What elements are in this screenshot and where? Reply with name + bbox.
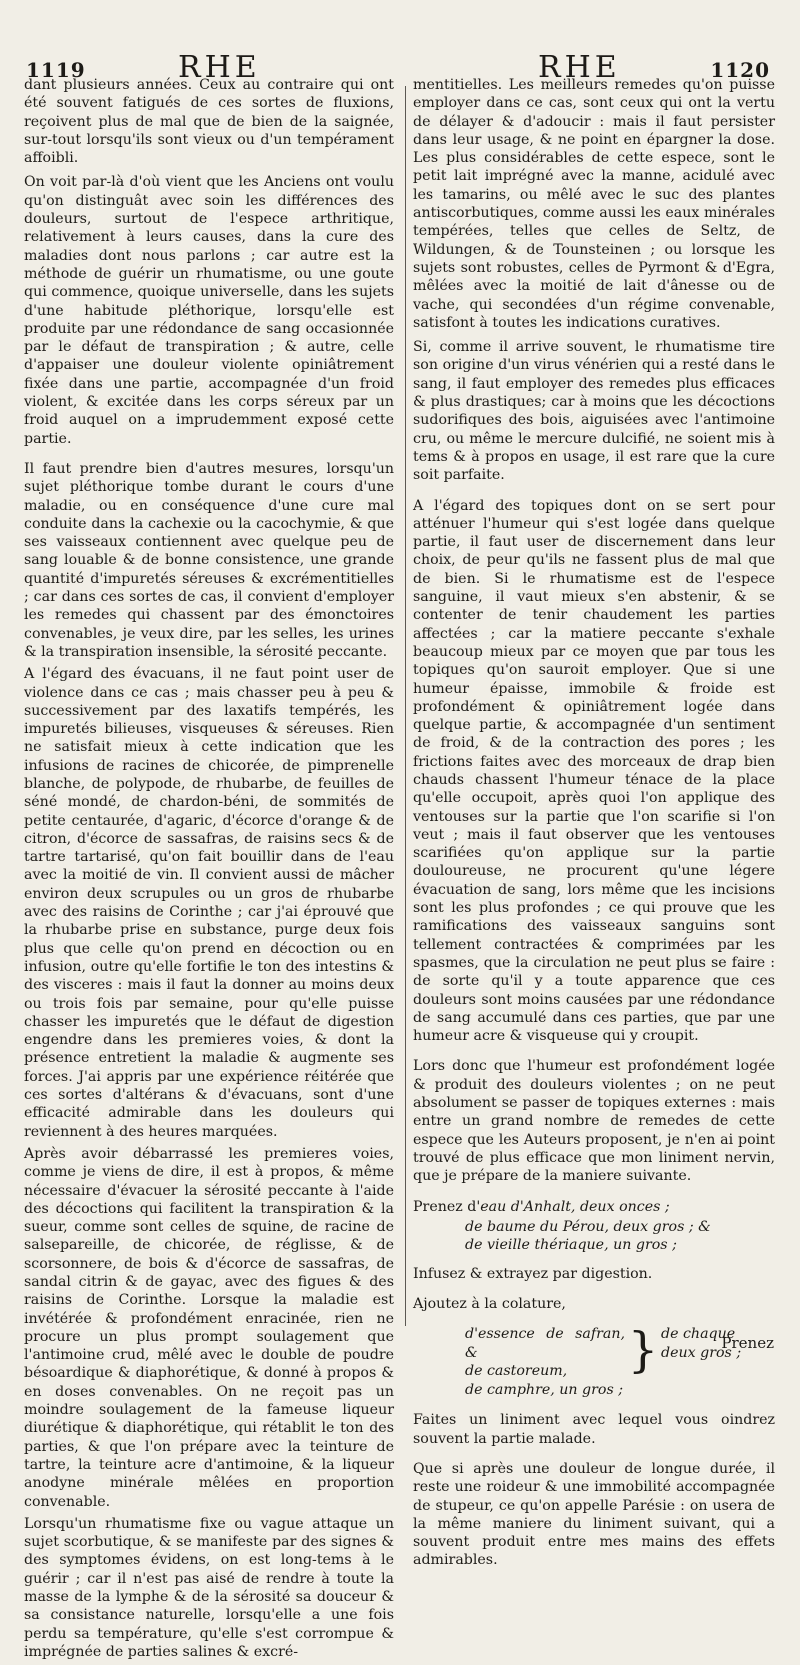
right-paragraph-8: Que si après une douleur de longue durée, il reste une roideur & une immobilité accompagnée de stupeur, ce qu'on appelle Parésie : on usera de la même maniere du liniment suivant, qui a souvent produit entre mes mains des effets admirables. [413, 1461, 775, 1569]
right-paragraph-3: A l'égard des topiques dont on se sert pour atténuer l'humeur qui s'est logée dans quelque partie, il faut user de discernement dans leur choix, de peur qu'ils ne fassent plus de mal que de bien. Si le rhumatisme est de l'espece sanguine, il vaut mieux s'en abstenir, & se contenter de tenir chaudement les parties affectées ; car la matiere peccante s'exhale beaucoup mieux par ce moyen que par tous les topiques qu'on sauroit employer. Que si une humeur épaisse, immobile & froide est profondément & opiniâtrement logée dans quelque partie, & accompagnée d'un sentiment de froid, & de la contraction des pores ; les frictions faites avec des morceaux de drap bien chauds chassent l'humeur ténace de la place qu'elle occupoit, après quoi l'on applique des ventouses sur la partie que l'on scarifie si l'on veut ; mais il faut observer que les ventouses scarifiées qu'on applique sur la partie douloureuse, ne procurent qu'une légere évacuation de sang, lors même que les incisions sont les plus profondes ; ce qui prouve que les ramifications des vaisseaux sanguins sont tellement contractées & comprimées par les spasmes, que la circulation ne peut plus se faire : de sorte qu'il y a toute apparence que ces douleurs sont moins causées par une rédondance de sang accumulé dans ces parties, que par une humeur acre & visqueuse qui y croupit. [413, 497, 775, 1045]
recipe-1-line-3: de vieille thériaque, un gros ; [465, 1237, 677, 1254]
right-paragraph-1: mentitielles. Les meilleurs remedes qu'on puisse employer dans ce cas, sont ceux qui ont la vertu de délayer & d'adoucir : mais il faut persister dans leur usage, & ne point en épargner la dose. Les plus considérables de cette espece, sont le petit lait imprégné avec la manne, acidulé avec les tamarins, ou mêlé avec le suc des plantes antiscorbutiques, comme aussi les eaux minérales tempérées, telles que celles de Seltz, de Wildungen, & de Tounsteinen ; ou lorsque les sujets sont robustes, celles de Pyrmont & d'Egra, mêlées avec la moitié de lait d'ânesse ou de vache, qui secondées d'un régime convenable, satisfont à toutes les indications curatives. [413, 77, 775, 331]
page-number-left: 1119 [26, 58, 86, 82]
catchword: Prenez [721, 1334, 774, 1352]
left-paragraph-1: dant plusieurs années. Ceux au contraire qui ont été souvent fatigués de ces sortes de fluxions, reçoivent plus de mal que de bien de la saignée, sur-tout lorsqu'ils sont vieux ou d'un tempérament affoibli. [24, 77, 394, 167]
left-paragraph-3: Il faut prendre bien d'autres mesures, lorsqu'un sujet pléthorique tombe durant le cours d'une maladie, ou en conséquence d'une cure mal conduite dans la cachexie ou la cacochymie, & que ses vaisseaux contiennent avec quelque peu de sang louable & de bonne consistence, une grande quantité d'impuretés séreuses & excrémentitielles ; car dans ces sortes de cas, il convient d'employer les remedes qui chassent par des émonctoires convenables, je veux dire, par les selles, les urines & la transpiration insensible, la sérosité peccante. [24, 460, 394, 660]
left-column [24, 76, 394, 1665]
left-paragraph-2: On voit par-là d'où vient que les Anciens ont voulu qu'on distinguât avec soin les différences des douleurs, surtout de l'espece arthritique, relativement à leurs causes, dans la cure des maladies dont nous parlons ; car autre est la méthode de guérir un rhumatisme, ou une goute qui commence, quoique universelle, dans les sujets d'une habitude pléthorique, lorsqu'elle est produite par une rédondance de sang occasionnée par le défaut de transpiration ; & autre, celle d'appaiser une douleur violente opiniâtrement fixée dans une partie, accompagnée d'un froid violent, & excitée dans les corps séreux par un froid auquel on a imprudemment exposé cette partie. [24, 174, 394, 447]
running-title-left: RHE [178, 50, 261, 85]
right-paragraph-5: Infusez & extrayez par digestion. [413, 1265, 653, 1282]
right-paragraph-6: Ajoutez à la colature, [413, 1296, 566, 1313]
left-paragraph-5: Après avoir débarrassé les premieres voies, comme je viens de dire, il est à propos, & même nécessaire d'évacuer la sérosité peccante à l'aide des décoctions qui facilitent la transpiration & la sueur, comme sont celles de squine, de racine de salsepareille, de chicorée, de réglisse, & de scorsonnere, de bois & d'écorce de sassafras, de sandal citrin & de gayac, avec des figues & des raisins de Corinthe. Lorsque la maladie est invétérée & profondément enracinée, rien ne procure un plus prompt soulagement que l'antimoine crud, mêlé avec le double de poudre bésoardique & diaphorétique, & donné à propos & en doses convenables. On ne reçoit pas un moindre soulagement de la fameuse liqueur diurétique & diaphorétique, qui rétablit le ton des parties, & que l'on prépare avec la teinture de tartre, la teinture acre d'antimoine, & la liqueur anodyne minérale mêlées en proportion convenable. [24, 1145, 394, 1510]
recipe-2-item-2: de castoreum, [465, 1363, 568, 1380]
right-paragraph-2: Si, comme il arrive souvent, le rhumatisme tire son origine d'un virus vénérien qui a resté dans le sang, il faut employer des remedes plus efficaces & plus drastiques; car à moins que les décoctions sudorifiques des bois, aiguisées avec l'antimoine cru, ou même le mercure dulcifié, ne soient mis à tems & à propos en usage, il est rare que la cure soit parfaite. [413, 339, 775, 484]
recipe-2-dose: de chaque deux gros ; [661, 1326, 742, 1361]
page-number-right: 1120 [710, 58, 770, 82]
right-paragraph-4: Lors donc que l'humeur est profondément logée & produit des douleurs violentes ; on ne peut absolument se passer de topiques externes : mais entre un grand nombre de remedes de cette espece que les Auteurs proposent, je n'en ai point trouvé de plus efficace que mon liniment nervin, que je prépare de la maniere suivante. [413, 1058, 775, 1185]
recipe-liniment-nervin [413, 1198, 775, 1255]
right-paragraph-7: Faites un liniment avec lequel vous oindrez souvent la partie malade. [413, 1412, 775, 1447]
right-column [413, 76, 775, 1582]
left-paragraph-6: Lorsqu'un rhumatisme fixe ou vague attaque un sujet scorbutique, & se manifeste par des signes & des symptomes évidens, on est long-tems à le guérir ; car il n'est pas aisé de rendre à toute la masse de la lymphe & de la sérosité sa douceur & sa consistance naturelle, lorsqu'elle a une fois perdu sa température, qu'elle s'est corrompue & imprégnée de parties salines & excré- [24, 1515, 394, 1660]
recipe-1-line-2: de baume du Pérou, deux gros ; & [465, 1218, 711, 1235]
left-paragraph-4: A l'égard des évacuans, il ne faut point user de violence dans ce cas ; mais chasser peu à peu & successivement par des laxatifs tempérés, les impuretés bilieuses, visqueuses & séreuses. Rien ne satisfait mieux à cette indication que les infusions de racines de chicorée, de pimprenelle blanche, de polypode, de rhubarbe, de feuilles de séné mondé, de chardon-béni, de sommités de petite centaurée, d'agaric, d'écorce d'orange & de citron, d'écorce de sassafras, de raisins secs & de tartre tartarisé, qu'on fait bouillir dans de l'eau avec la moitié de vin. Il convient aussi de mâcher environ deux scrupules ou un gros de rhubarbe avec des raisins de Corinthe ; car j'ai éprouvé que la rhubarbe prise en substance, purge deux fois plus que celle qu'on prend en décoction ou en infusion, outre qu'elle fortifie le ton des intestins & des visceres : mais il faut la donner au moins deux ou trois fois par semaine, pour qu'elle puisse chasser les impuretés que le défaut de digestion engendre dans les premieres voies, & dont la présence entretient la maladie & augmente ses forces. J'ai appris par une expérience réitérée que ces sortes d'altérans & d'évacuans, sont d'une efficacité admirable dans les douleurs qui reviennent à des heures marquées. [24, 666, 394, 1140]
recipe-1-ingredients [465, 1218, 775, 1255]
recipe-1-first-line [413, 1198, 775, 1216]
recipe-2-item-3: de camphre, un gros ; [465, 1381, 624, 1398]
recipe-2-item-1: d'essence de safran, & [465, 1326, 625, 1361]
recipe-1-intro: Prenez d' [413, 1198, 481, 1215]
recipe-2-brace: } [627, 1322, 659, 1379]
recipe-2-items [465, 1325, 625, 1399]
column-divider [405, 86, 406, 1326]
running-title-right: RHE [538, 50, 621, 85]
recipe-1-line-1: eau d'Anhalt, deux onces ; [480, 1198, 670, 1215]
